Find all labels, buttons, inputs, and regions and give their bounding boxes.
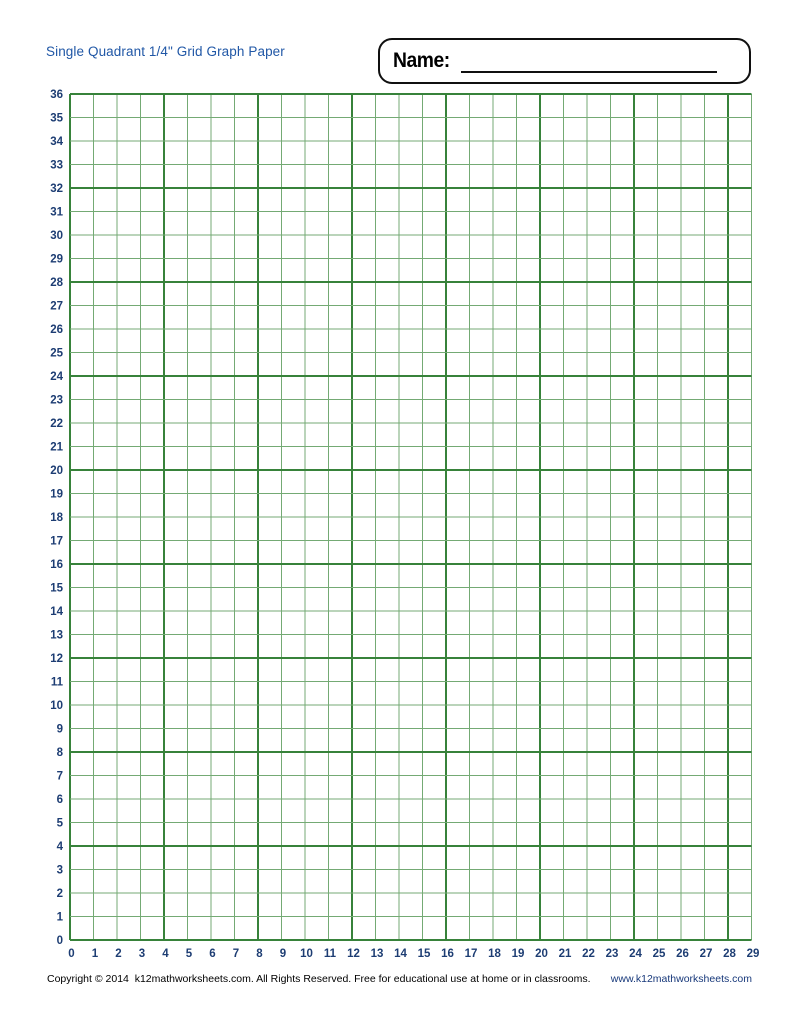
y-axis-tick-label: 36 xyxy=(50,89,63,101)
x-axis-tick-label: 29 xyxy=(746,948,760,960)
x-axis-tick-label: 11 xyxy=(323,948,337,960)
page-title: Single Quadrant 1/4" Grid Graph Paper xyxy=(46,44,285,59)
y-axis-tick-label: 2 xyxy=(56,888,63,900)
y-axis-tick-label: 22 xyxy=(50,418,63,430)
y-axis-tick-label: 13 xyxy=(50,629,63,642)
y-axis-tick-label: 25 xyxy=(50,347,63,360)
y-axis-tick-label: 27 xyxy=(50,300,63,313)
y-axis-tick-label: 29 xyxy=(50,253,63,266)
y-axis-tick-label: 31 xyxy=(50,206,63,219)
y-axis-tick-label: 12 xyxy=(50,653,63,665)
y-axis-tick-label: 20 xyxy=(50,465,63,477)
y-axis-tick-label: 35 xyxy=(50,112,63,125)
x-axis-tick-label: 15 xyxy=(417,948,431,960)
y-axis-tick-label: 33 xyxy=(50,159,63,172)
y-axis-tick-label: 28 xyxy=(50,277,63,289)
name-label: Name: xyxy=(393,49,450,72)
y-axis-tick-label: 24 xyxy=(50,371,63,383)
x-axis-tick-label: 22 xyxy=(582,948,595,960)
y-axis-tick-label: 6 xyxy=(56,794,63,806)
y-axis-tick-label: 14 xyxy=(50,606,63,618)
y-axis-tick-label: 8 xyxy=(56,747,63,759)
x-axis-tick-label: 24 xyxy=(629,948,642,960)
y-axis-tick-label: 4 xyxy=(56,841,63,853)
footer-website-link[interactable]: www.k12mathworksheets.com xyxy=(610,973,752,985)
y-axis-tick-label: 1 xyxy=(56,911,63,924)
x-axis-tick-label: 21 xyxy=(558,948,572,960)
y-axis-tick-label: 5 xyxy=(56,817,63,830)
x-axis-tick-label: 2 xyxy=(115,948,122,960)
y-axis-tick-label: 10 xyxy=(50,700,63,712)
x-axis-tick-label: 10 xyxy=(300,948,313,960)
x-axis-tick-label: 4 xyxy=(162,948,169,960)
y-axis-tick-label: 9 xyxy=(56,723,63,736)
y-axis-tick-label: 23 xyxy=(50,394,63,407)
x-axis-tick-label: 19 xyxy=(511,948,525,960)
y-axis-tick-label: 7 xyxy=(56,770,63,783)
x-axis-tick-label: 8 xyxy=(256,948,263,960)
x-axis-tick-label: 27 xyxy=(699,948,713,960)
y-axis-tick-label: 0 xyxy=(56,935,63,947)
x-axis-tick-label: 26 xyxy=(676,948,689,960)
y-axis-tick-label: 18 xyxy=(50,512,63,524)
x-axis-tick-label: 28 xyxy=(723,948,736,960)
x-axis-tick-label: 5 xyxy=(185,948,193,960)
x-axis-tick-label: 1 xyxy=(91,948,99,960)
y-axis-tick-label: 34 xyxy=(50,136,63,148)
y-axis-tick-label: 21 xyxy=(50,441,63,454)
y-axis-tick-label: 26 xyxy=(50,324,63,336)
y-axis-tick-label: 3 xyxy=(56,864,63,877)
x-axis-tick-label: 3 xyxy=(138,948,146,960)
x-axis-tick-label: 0 xyxy=(68,948,75,960)
y-axis-tick-label: 16 xyxy=(50,559,63,571)
y-axis-tick-label: 32 xyxy=(50,183,63,195)
x-axis-tick-label: 13 xyxy=(370,948,384,960)
y-axis-tick-label: 11 xyxy=(50,676,63,689)
y-axis-tick-label: 15 xyxy=(50,582,63,595)
y-axis-tick-label: 19 xyxy=(50,488,63,501)
footer-copyright: Copyright © 2014 k12mathworksheets.com. All Rights Reserved. Free for educational use at home or in classrooms. xyxy=(47,973,591,985)
y-axis-tick-label: 30 xyxy=(50,230,63,242)
y-axis-tick-label: 17 xyxy=(50,535,63,548)
x-axis-tick-label: 9 xyxy=(279,948,287,960)
x-axis-tick-label: 20 xyxy=(535,948,548,960)
x-axis-tick-label: 7 xyxy=(232,948,240,960)
x-axis-tick-label: 17 xyxy=(464,948,478,960)
x-axis-tick-label: 18 xyxy=(488,948,501,960)
x-axis-tick-label: 14 xyxy=(394,948,407,960)
x-axis-tick-label: 16 xyxy=(441,948,454,960)
x-axis-tick-label: 6 xyxy=(209,948,216,960)
x-axis-tick-label: 25 xyxy=(652,948,666,960)
x-axis-tick-label: 12 xyxy=(347,948,360,960)
x-axis-tick-label: 23 xyxy=(605,948,619,960)
